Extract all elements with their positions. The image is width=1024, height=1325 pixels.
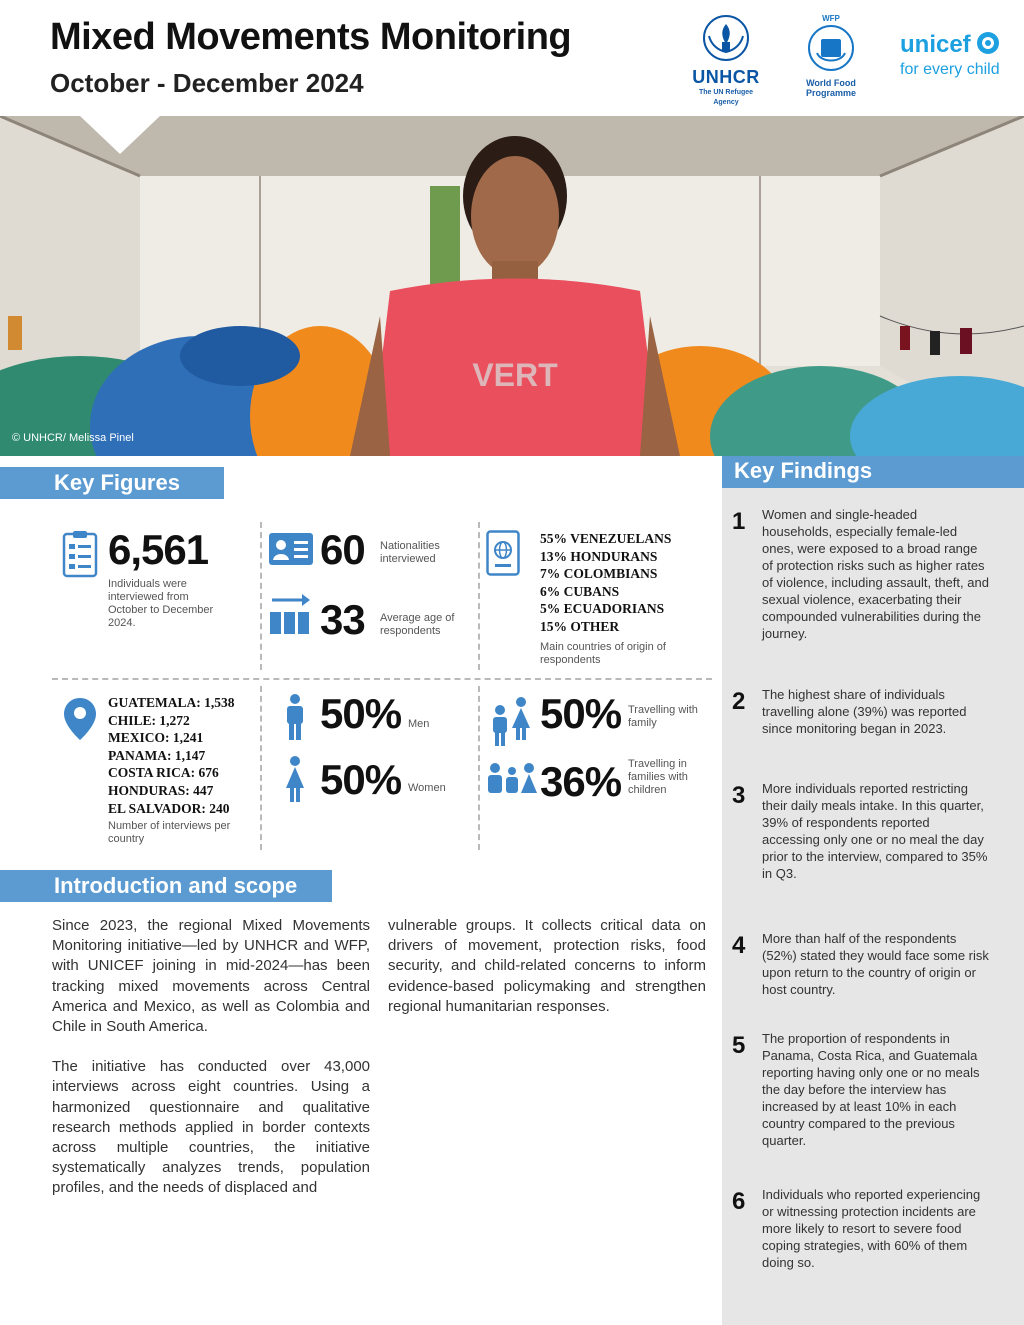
intro-column-left (52, 916, 370, 1219)
country-item: PANAMA: 1,147 (108, 747, 206, 763)
page-title: Mixed Movements Monitoring (50, 16, 572, 58)
divider (478, 522, 480, 670)
country-item: HONDURAS: 447 (108, 782, 214, 798)
origin-item: 15% OTHER (540, 618, 620, 634)
clipboard-icon (62, 530, 98, 578)
country-item: MEXICO: 1,241 (108, 730, 204, 746)
svg-text:VERT: VERT (472, 357, 558, 393)
location-pin-icon (62, 696, 98, 742)
id-card-icon (268, 532, 314, 566)
unhcr-tagline: The UN Refugee Agency (698, 89, 754, 106)
key-figures-heading: Key Figures (0, 467, 224, 499)
introduction-heading: Introduction and scope (0, 870, 332, 902)
unhcr-logo (686, 14, 766, 108)
finding-number: 6 (732, 1188, 746, 1215)
finding-text: More than half of the respondents (52%) stated they would face some risk upon return to the country of origin or host country. (762, 931, 989, 997)
unhcr-wordmark: UNHCR (692, 67, 760, 87)
origin-item: 5% ECUADORIANS (540, 601, 665, 617)
finding-text: The highest share of individuals travelling alone (39%) was reported since monitoring began in 2023. (762, 687, 967, 736)
finding-text: Women and single-headed households, especially female-led ones, were exposed to a broad range of protection risks such as higher rates of violence, including assault, theft, and sexual violence, exacerbating their compounded vulnerabilities during the journey. (762, 507, 989, 641)
women-caption: Women (408, 782, 446, 794)
divider (260, 522, 262, 670)
children-caption: Travelling in families with children (628, 758, 688, 796)
unicef-logo (900, 30, 1012, 79)
finding-number: 5 (732, 1032, 746, 1059)
wfp-logo (798, 14, 864, 98)
unicef-globe-icon (975, 30, 1001, 56)
finding-number: 4 (732, 932, 746, 959)
tent-interior-photo (0, 116, 1024, 456)
cover-photo (0, 116, 1024, 456)
origin-caption: Main countries of origin of respondents (540, 641, 666, 666)
nationalities-caption: Nationalities interviewed (380, 540, 440, 565)
wfp-acronym: WFP (822, 14, 840, 23)
children-percentage: 36% (540, 758, 622, 805)
intro-paragraph: Since 2023, the regional Mixed Movements Monitoring initiative—led by UNHCR and WFP, with UNICEF joining in mid-2024—has been tracking mixed movements across Central America and Mexico, as well as Colombia and Chile in South America. (52, 917, 370, 1036)
country-item: GUATEMALA: 1,538 (108, 695, 235, 710)
wfp-name-line2: Programme (805, 88, 857, 98)
origin-item: 6% CUBANS (540, 583, 620, 599)
origin-item: 55% VENEZUELANS (540, 531, 672, 546)
interviews-count: 6,561 (108, 526, 209, 573)
finding-number: 2 (732, 688, 746, 715)
women-percentage: 50% (320, 756, 402, 803)
wfp-name-line1: World Food (806, 78, 856, 88)
wfp-emblem-icon (803, 23, 859, 73)
finding-number: 1 (732, 508, 746, 535)
unicef-wordmark: unicef (900, 31, 971, 58)
intro-paragraph: vulnerable groups. It collects critical data on drivers of movement, protection risks, food security, and child-related concerns to inform evidence-based policymaking and strengthen regional humanitarian responses. (388, 917, 706, 1015)
divider (478, 686, 480, 850)
finding-text: The proportion of respondents in Panama, Costa Rica, and Guatemala reporting having only one or no meals the day before the interview has increased by at least 10% in each country compared to the previous quarter. (762, 1031, 980, 1148)
man-icon (284, 694, 306, 742)
origin-item: 7% COLOMBIANS (540, 566, 658, 582)
unhcr-emblem-icon (691, 14, 761, 62)
country-item: EL SALVADOR: 240 (108, 800, 230, 816)
divider (260, 686, 262, 850)
photo-credit: © UNHCR/ Melissa Pinel (12, 432, 134, 444)
reporting-period: October - December 2024 (50, 68, 364, 98)
divider (52, 678, 712, 680)
intro-paragraph: The initiative has conducted over 43,000 interviews across eight countries. Using a harmonized questionnaire and qualitative research methods applied in border contexts across multiple countries, the initiative systematically analyzes trends, population profiles, and the needs of displaced and (52, 1058, 370, 1197)
family-percentage: 50% (540, 690, 622, 737)
page-header (0, 0, 1024, 116)
finding-number: 3 (732, 782, 746, 809)
origin-list (540, 530, 671, 636)
country-interview-list (108, 694, 235, 817)
passport-icon (486, 530, 520, 576)
interviews-caption: Individuals were interviewed from October to December 2024. (108, 578, 214, 629)
men-percentage: 50% (320, 690, 402, 737)
key-findings-heading: Key Findings (722, 456, 1024, 488)
country-caption: Number of interviews per country (108, 820, 231, 845)
finding-text: Individuals who reported experiencing or witnessing protection incidents are more likely to resort to severe food coping strategies, with 60% of them doing so. (762, 1187, 981, 1270)
finding-text: More individuals reported restricting their daily meals intake. In this quarter, 39% of respondents reported accessing only one or no meal the day prior to the interview, compared to 35% in Q3. (762, 781, 988, 881)
origin-item: 13% HONDURANS (540, 548, 658, 564)
unicef-tagline: for every child (900, 61, 1000, 78)
country-item: COSTA RICA: 676 (108, 765, 219, 781)
growth-chart-icon (268, 594, 312, 636)
family-icon (488, 696, 534, 748)
average-age-value: 33 (320, 596, 365, 643)
nationalities-count: 60 (320, 526, 365, 573)
intro-column-right (388, 916, 706, 1037)
family-children-icon (486, 762, 538, 794)
woman-icon (284, 756, 306, 804)
men-caption: Men (408, 718, 430, 730)
country-item: CHILE: 1,272 (108, 712, 190, 728)
family-caption: Travelling with family (628, 704, 698, 729)
average-age-caption: Average age of respondents (380, 612, 455, 637)
